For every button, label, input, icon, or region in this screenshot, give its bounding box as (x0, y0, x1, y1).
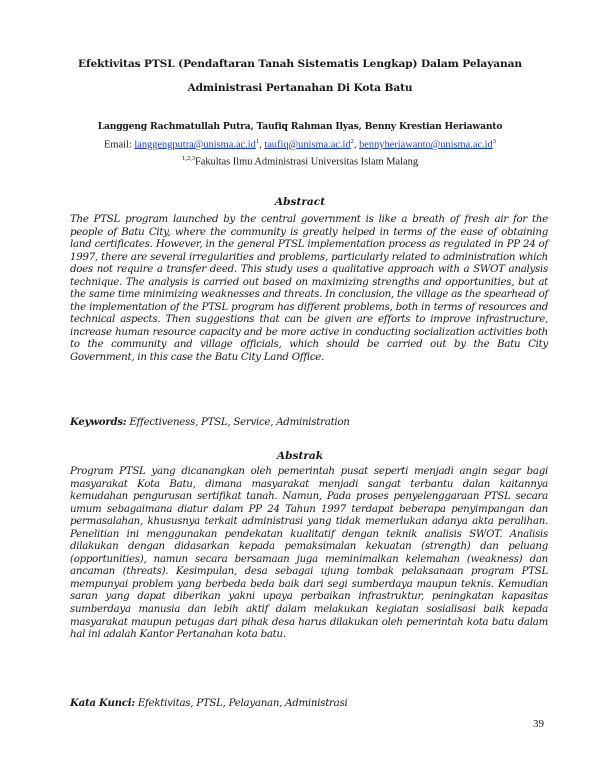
keywords-text: Effectiveness, PTSL, Service, Administration (129, 417, 350, 428)
affiliation-sup: 1,2,3 (181, 155, 195, 162)
email-link-2[interactable]: taufiq@unisma.ac.id (264, 139, 351, 151)
email-link-3[interactable]: bennyheriawanto@unisma.ac.id (359, 139, 493, 151)
email-line: Email: $langgengputra@unisma.ac.id^1$, $taufiq@unisma.ac.id^2$, $bennyheriawanto@unisma.ac.id^3$ (104, 138, 496, 151)
abstract-heading: Abstract (274, 196, 326, 208)
email-link-1[interactable]: langgengputra@unisma.ac.id (134, 139, 256, 151)
affiliation (40, 155, 560, 167)
email-sup-3: 3 (492, 138, 496, 145)
title-line-2: Administrasi Pertanahan Di Kota Batu (187, 82, 413, 94)
abstract-body: The PTSL program launched by the central government is like a breath of fresh air for the people of Batu City, where the community is greatly helped in terms of the ease of obtaining land certificates. However, in the general PTSL implementation process as regulated in PP 24 of 1997, there are several irregularities and problems, particularly related to administration which does not require a transfer deed. This study uses a qualitative approach with a SWOT analysis technique. The analysis is carried out based on maximizing strengths and opportunities, but at the same time minimizing weaknesses and threats. In conclusion, the village as the spearhead of the implementation of the PTSL program has different problems, both in terms of resources and technical aspects. Then suggestions that can be given are efforts to improve infrastructure, increase human resource capacity and be more active in conducting socialization activities both to the community and village officials, which should be carried out by the Batu City Government, in this case the Batu City Land Office. (70, 214, 548, 364)
page-number: 39 (533, 718, 544, 730)
title-line-1: Efektivitas PTSL (Pendaftaran Tanah Sistematis Lengkap) Dalam Pelayanan (78, 58, 522, 70)
keywords-line (70, 416, 548, 428)
email-label: Email: (104, 139, 132, 151)
kata-kunci-line (70, 697, 548, 709)
paper-title (60, 52, 540, 100)
keywords-label: Keywords: (70, 416, 127, 428)
affiliation-text: Fakultas Ilmu Administrasi Universitas Islam Malang (194, 156, 419, 168)
email-sup-1: 1 (255, 138, 260, 145)
abstrak-heading: Abstrak (276, 450, 324, 462)
author-list: Langgeng Rachmatullah Putra, Taufiq Rahman Ilyas, Benny Krestian Heriawanto (97, 121, 503, 132)
kata-kunci-text: Efektivitas, PTSL, Pelayanan, Administrasi (137, 698, 348, 709)
abstrak-body: Program PTSL yang dicanangkan oleh pemerintah pusat seperti menjadi angin segar bagi masyarakat Kota Batu, dimana masyarakat menjadi sangat terbantu dalan kaitannya kemudahan pengurusan sertifikat tanah. Namun, Pada proses penyelenggaraan PTSL secara umum sebagaimana diatur dalam PP 24 Tahun 1997 terdapat beberapa penyimpangan dan permasalahan, khususnya terkait administrasi yang tidak memerlukan adanya akta peralihan. Penelitian ini menggunakan pendekatan kualitatif dengan teknik analisis SWOT. Analisis dilakukan dengan didasarkan kepada pemaksimalan kekuatan (strength) dan peluang (opportunities), namun secara bersamaan juga meminimalkan kelemahan (weakness) dan ancaman (threats). Kesimpulan, desa sebagai ujung tombak pelaksanaan program PTSL mempunyai problem yang berbeda beda baik dari segi sumberdaya maupun teknis. Kemudian saran yang dapat diberikan yakni upaya perbaikan infrastruktur, peningkatan kapasitas sumberdaya manusia dan lebih aktif dalam melakukan kegiatan sosialisasi baik kepada masyarakat maupun petugas dari pihak desa harus dilakukan oleh pemerintah kota batu dalam hal ini adalah Kantor Pertanahan kota batu. (70, 466, 548, 641)
kata-kunci-label: Kata Kunci: (70, 697, 135, 709)
email-sup-2: 2 (350, 138, 354, 145)
